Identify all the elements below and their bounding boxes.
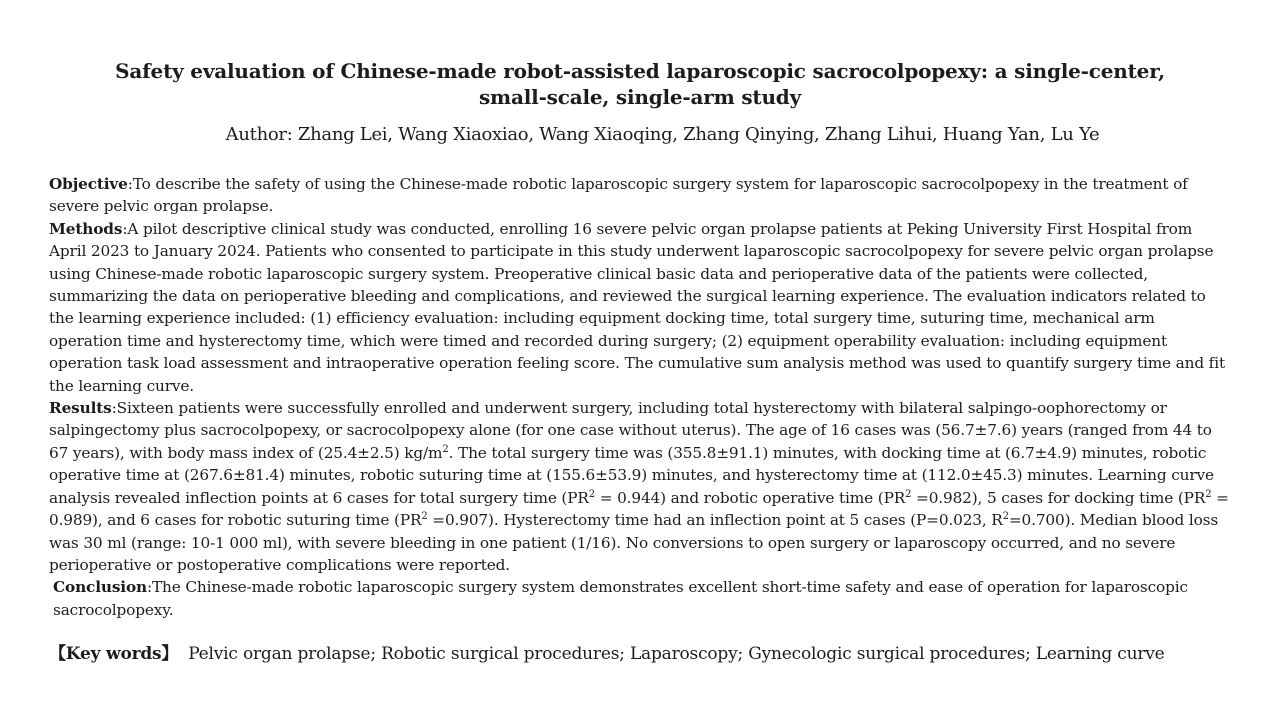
superscript: 2	[588, 488, 595, 500]
results-text: =0.982), 5 cases for docking time (PR	[911, 488, 1206, 507]
results-text: = 0.944) and robotic operative time (PR	[594, 488, 906, 507]
paper-title-line-1: Safety evaluation of Chinese-made robot-assisted laparoscopic sacrocolpopexy: a single-center,	[115, 59, 1165, 83]
methods-label: Methods	[49, 219, 123, 238]
objective-text: :To describe the safety of using the Chinese-made robotic laparoscopic surgery system for laparoscopic sacrocolpopexy in the treatment of severe pelvic organ prolapse.	[49, 175, 1188, 216]
results-text: . The total surgery time was (355.8±91.1) minutes, with docking time at (6.7±4.9) minutes, robotic operative time at (267.6±81.4) minutes, robotic suturing time at (155.6±53.9) minutes, and hysterectomy time at (112.0±45.3) minutes. Learning curve analysis revealed inflection points at 6 cases for total surgery time (PR	[49, 443, 1214, 507]
superscript: 2	[421, 511, 428, 523]
conclusion-label: Conclusion	[53, 578, 147, 597]
superscript: 2	[1205, 488, 1212, 500]
results-paragraph	[49, 397, 1231, 576]
methods-paragraph	[49, 218, 1231, 397]
results-label: Results	[49, 399, 112, 418]
author-list: Author: Zhang Lei, Wang Xiaoxiao, Wang Xiaoqing, Zhang Qinying, Zhang Lihui, Huang Yan, Lu Ye	[225, 124, 1100, 145]
keywords-text: Pelvic organ prolapse; Robotic surgical procedures; Laparoscopy; Gynecologic surgical procedures; Learning curve	[188, 644, 1165, 664]
conclusion-text: :The Chinese-made robotic laparoscopic surgery system demonstrates excellent short-time safety and ease of operation for laparoscopic sacrocolpopexy.	[53, 578, 1188, 619]
objective-label: Objective	[49, 175, 128, 193]
superscript: 2	[1002, 511, 1009, 523]
results-text: = 0.989), and 6 cases for robotic suturing time (PR	[49, 488, 1229, 530]
conclusion-paragraph	[49, 576, 1231, 621]
superscript: 2	[442, 443, 449, 455]
paper-title	[60, 58, 1220, 110]
results-text: =0.907). Hysterectomy time had an inflection point at 5 cases (P=0.023, R	[427, 511, 1003, 530]
results-text: :Sixteen patients were successfully enrolled and underwent surgery, including total hysterectomy with bilateral salpingo-oophorectomy or salpingectomy plus sacrocolpopexy, or sacrocolpopexy alone (for one case without uterus). The age of 16 cases was (56.7±7.6) years (ranged from 44 to 67 years), with body mass index of (25.4±2.5) kg/m	[49, 399, 1212, 462]
results-text: =0.700). Median blood loss was 30 ml (range: 10-1 000 ml), with severe bleeding in one patient (1/16). No conversions to open surgery or laparoscopy occurred, and no severe perioperative or postoperative complications were reported.	[49, 511, 1219, 574]
superscript: 2	[905, 488, 912, 500]
keywords-label: 【Key words】	[49, 644, 179, 664]
objective-paragraph	[49, 173, 1231, 218]
keywords-line	[49, 642, 1231, 666]
abstract	[49, 173, 1231, 621]
methods-text: :A pilot descriptive clinical study was conducted, enrolling 16 severe pelvic organ prolapse patients at Peking University First Hospital from April 2023 to January 2024. Patients who consented to participate in this study underwent laparoscopic sacrocolpopexy for severe pelvic organ prolapse using Chinese-made robotic laparoscopic surgery system. Preoperative clinical basic data and perioperative data of the patients were collected, summarizing the data on perioperative bleeding and complications, and reviewed the surgical learning experience. The evaluation indicators related to the learning experience included: (1) efficiency evaluation: including equipment docking time, total surgery time, suturing time, mechanical arm operation time and hysterectomy time, which were timed and recorded during surgery; (2) equipment operability evaluation: including equipment operation task load assessment and intraoperative operation feeling score. The cumulative sum analysis method was used to quantify surgery time and fit the learning curve.	[49, 219, 1225, 395]
paper-title-line-2: small-scale, single-arm study	[479, 85, 801, 109]
